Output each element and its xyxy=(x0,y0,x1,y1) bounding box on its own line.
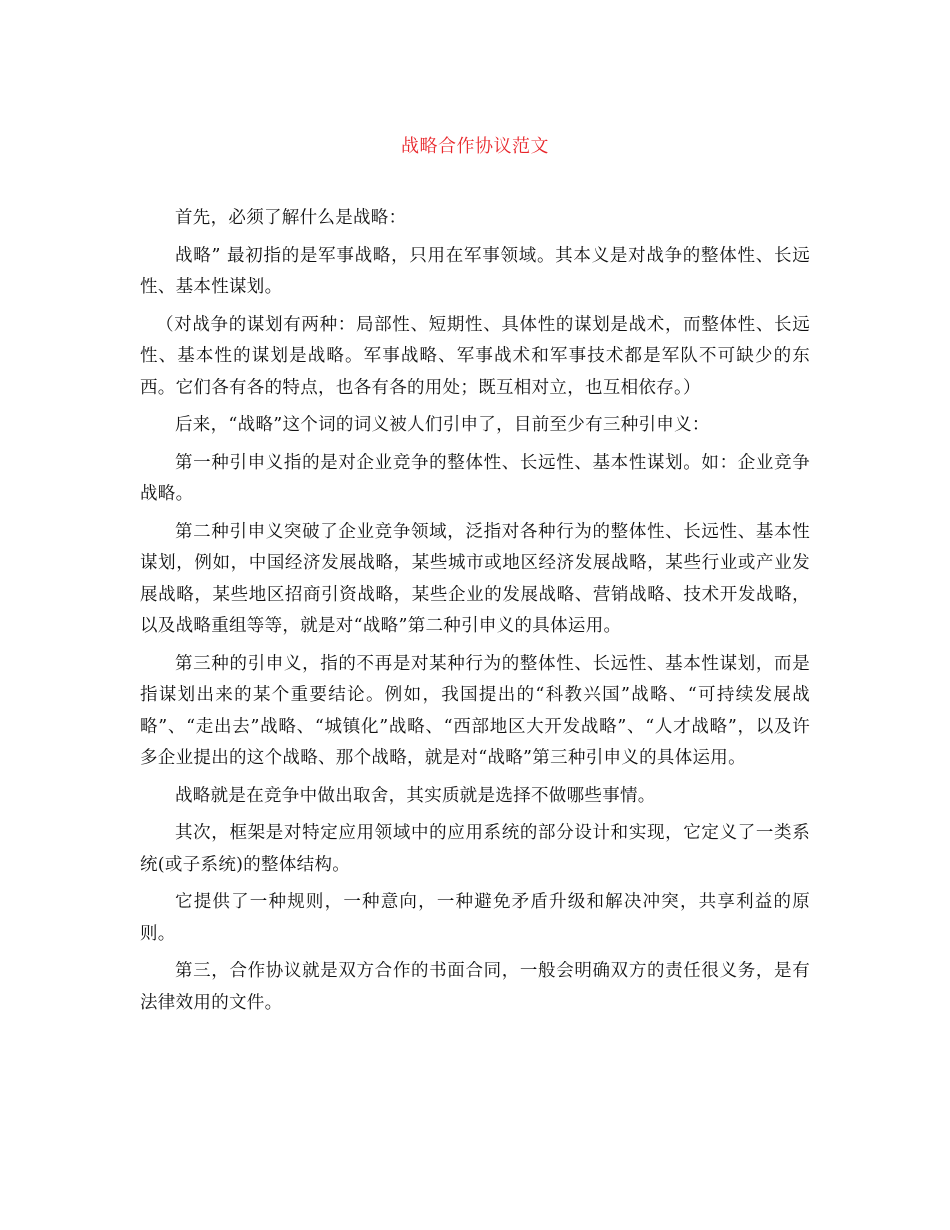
paragraph: 第三，合作协议就是双方合作的书面合同，一般会明确双方的责任很义务，是有法律效用的文件。 xyxy=(140,961,810,1013)
paragraph: 首先，必须了解什么是战略： xyxy=(175,208,407,228)
paragraph: 战略” 最初指的是军事战略，只用在军事领域。其本义是对战争的整体性、长远性、基本性谋划。 xyxy=(140,245,810,297)
paragraph: 它提供了一种规则，一种意向，一种避免矛盾升级和解决冲突，共享利益的原则。 xyxy=(140,892,810,944)
paragraph: 战略就是在竞争中做出取舍，其实质就是选择不做哪些事情。 xyxy=(175,785,656,806)
paragraph: （对战争的谋划有两种：局部性、短期性、具体性的谋划是战术，而整体性、长远性、基本性的谋划是战略。军事战略、军事战术和军事技术都是军队不可缺少的东西。它们各有各的特点，也各有各的用处；既互相对立，也互相依存。） xyxy=(140,314,810,398)
document-body xyxy=(140,203,810,1025)
paragraph: 第二种引申义突破了企业竞争领域，泛指对各种行为的整体性、长远性、基本性谋划，例如，中国经济发展战略，某些城市或地区经济发展战略，某些行业或产业发展战略，某些地区招商引资战略，某些企业的发展战略、营销战略、技术开发战略，以及战略重组等等，就是对“战略”第二种引申义的具体运用。 xyxy=(140,521,810,636)
paragraph: 第三种的引申义，指的不再是对某种行为的整体性、长远性、基本性谋划，而是指谋划出来的某个重要结论。例如，我国提出的“科教兴国”战略、“可持续发展战略”、“走出去”战略、“城镇化”战略、“西部地区大开发战略”、“人才战略”，以及许多企业提出的这个战略、那个战略，就是对“战略”第三种引申义的具体运用。 xyxy=(140,653,810,768)
document-title: 战略合作协议范文 xyxy=(401,136,549,157)
paragraph: 后来，“战略”这个词的词义被人们引申了，目前至少有三种引申义： xyxy=(175,415,710,435)
paragraph: 其次，框架是对特定应用领域中的应用系统的部分设计和实现，它定义了一类系统(或子系统)的整体结构。 xyxy=(140,823,810,875)
paragraph: 第一种引申义指的是对企业竞争的整体性、长远性、基本性谋划。如：企业竞争战略。 xyxy=(140,452,810,504)
